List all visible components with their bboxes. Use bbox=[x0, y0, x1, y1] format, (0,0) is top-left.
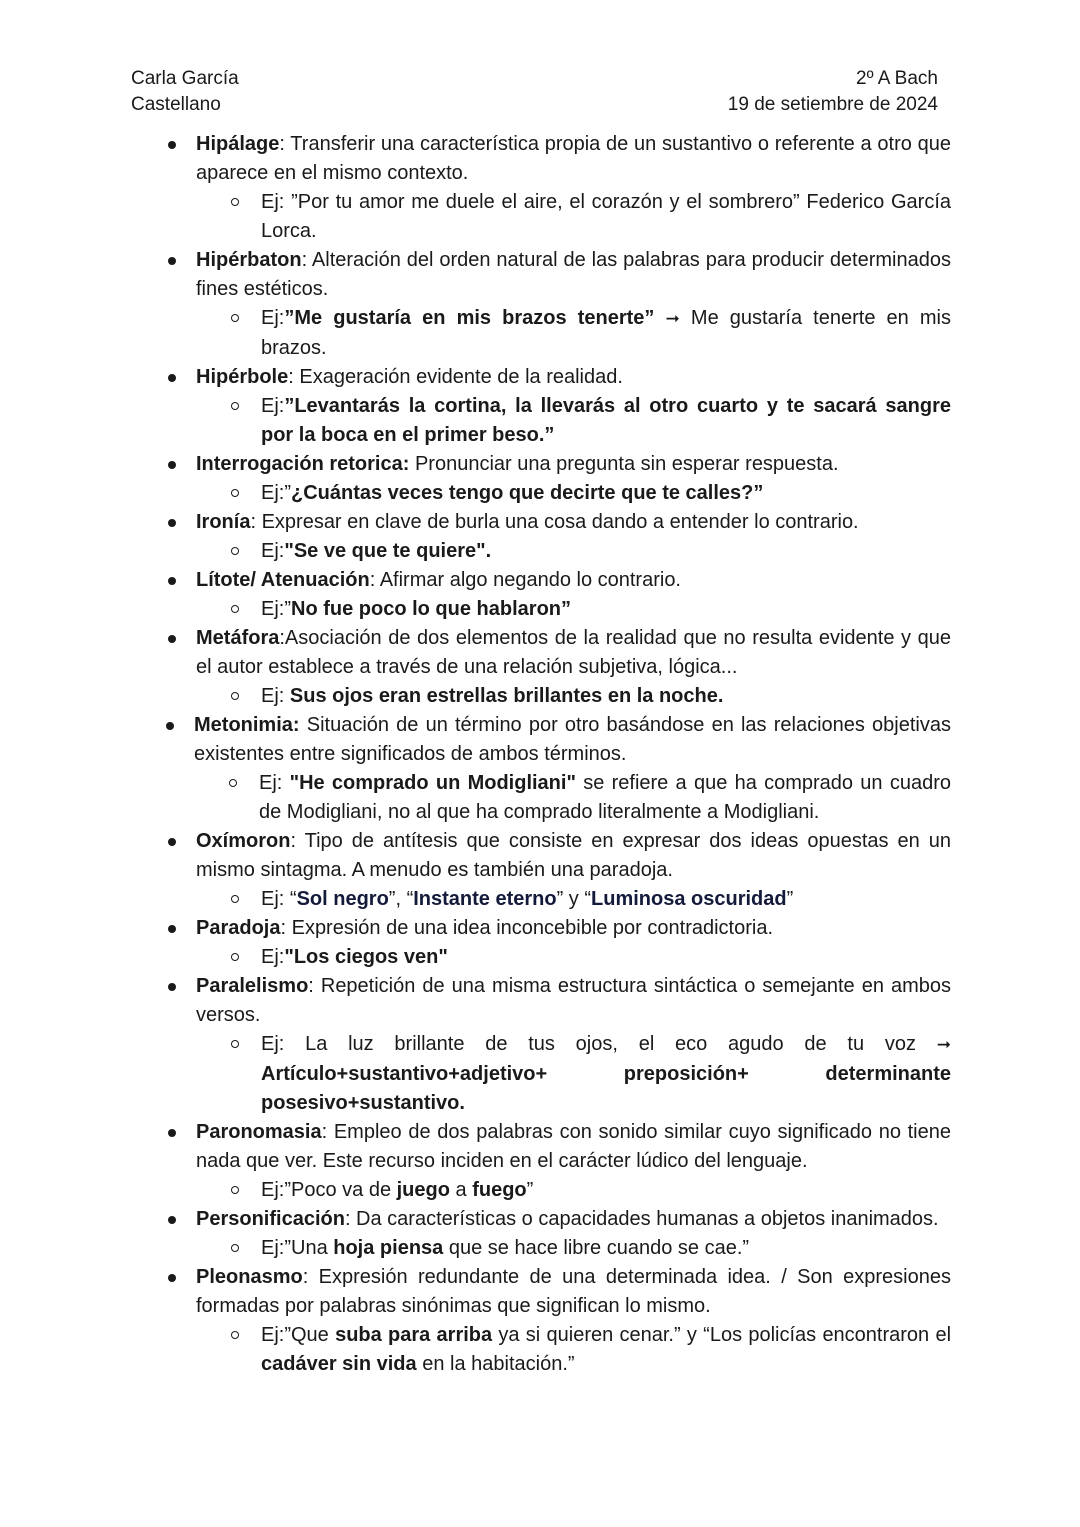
example-bold-1: Sol negro bbox=[296, 888, 389, 910]
definition: : Expresión de una idea inconcebible por contradictoria. bbox=[280, 917, 774, 939]
page-header bbox=[131, 66, 938, 118]
example-oximoron bbox=[165, 885, 951, 914]
example-sep-3: ” bbox=[786, 888, 794, 910]
example-pleonasmo bbox=[165, 1321, 951, 1379]
definition: : Expresar en clave de burla una cosa dando a entender lo contrario. bbox=[250, 511, 859, 533]
circle-bullet-icon bbox=[230, 392, 244, 421]
example-bold: Artículo+sustantivo+adjetivo+ preposición+ determinante posesivo+sustantivo. bbox=[261, 1063, 951, 1114]
author-name: Carla García bbox=[131, 68, 239, 89]
term: Hipálage bbox=[196, 133, 280, 155]
term: Ironía bbox=[196, 511, 251, 533]
entry-metafora bbox=[165, 624, 951, 682]
example-prefix: Ej:” bbox=[261, 482, 291, 504]
entry-ironia bbox=[165, 508, 951, 537]
example-prefix: Ej: bbox=[259, 772, 290, 794]
entry-pleonasmo bbox=[165, 1263, 951, 1321]
example-hiperbaton bbox=[165, 304, 951, 363]
circle-bullet-icon bbox=[230, 595, 244, 624]
example-sep-1: ”, “ bbox=[388, 888, 414, 910]
term: Metáfora bbox=[196, 627, 280, 649]
definition: : Expresión redundante de una determinada idea. / Son expresiones formadas por palabras sinónimas que significan lo mismo. bbox=[196, 1266, 951, 1317]
circle-bullet-icon bbox=[230, 1030, 244, 1059]
term: Personificación bbox=[196, 1208, 345, 1230]
example-interrogacion bbox=[165, 479, 951, 508]
example-bold: ¿Cuántas veces tengo que decirte que te calles?” bbox=[291, 482, 764, 504]
example-bold: "He comprado un Modigliani" bbox=[289, 772, 576, 794]
example-bold-3: Luminosa oscuridad bbox=[591, 888, 787, 910]
entry-hiperbaton bbox=[165, 246, 951, 304]
term: Paronomasia bbox=[196, 1121, 322, 1143]
example-sep-2: en la habitación.” bbox=[416, 1353, 575, 1375]
circle-bullet-icon bbox=[230, 682, 244, 711]
term: Hipérbaton bbox=[196, 249, 302, 271]
example-paralelismo bbox=[165, 1030, 951, 1118]
circle-bullet-icon bbox=[230, 1176, 244, 1205]
example-prefix: Ej: bbox=[261, 946, 285, 968]
subject-label: Castellano bbox=[131, 94, 221, 115]
example-prefix: Ej: bbox=[261, 395, 285, 417]
term: Oxímoron bbox=[196, 830, 291, 852]
term: Paradoja bbox=[196, 917, 281, 939]
entry-interrogacion bbox=[165, 450, 951, 479]
example-bold: Sus ojos eran estrellas brillantes en la noche. bbox=[289, 685, 724, 707]
example-bold: No fue poco lo que hablaron” bbox=[291, 598, 571, 620]
entry-paradoja bbox=[165, 914, 951, 943]
example-rest: se refiere a que ha comprado un cuadro de Modigliani, no al que ha comprado literalmente a Modigliani. bbox=[259, 772, 951, 823]
definition: : Repetición de una misma estructura sintáctica o semejante en ambos versos. bbox=[196, 975, 951, 1026]
definition: Situación de un término por otro basándose en las relaciones objetivas existentes entre significados de ambos términos. bbox=[194, 714, 951, 765]
definition: : Exageración evidente de la realidad. bbox=[288, 366, 623, 388]
example-bold-1: juego bbox=[396, 1179, 450, 1201]
date-label: 19 de setiembre de 2024 bbox=[727, 94, 938, 115]
term: Pleonasmo bbox=[196, 1266, 303, 1288]
example-text: Ej: ”Por tu amor me duele el aire, el corazón y el sombrero” Federico García Lorca. bbox=[261, 191, 951, 242]
example-personificacion bbox=[165, 1234, 951, 1263]
example-bold: "Los ciegos ven" bbox=[284, 946, 448, 968]
example-prefix: Ej: “ bbox=[261, 888, 297, 910]
definition: : Da características o capacidades humanas a objetos inanimados. bbox=[344, 1208, 939, 1230]
term: Lítote/ Atenuación bbox=[196, 569, 370, 591]
example-prefix: Ej:”Poco va de bbox=[261, 1179, 397, 1201]
entry-paralelismo bbox=[165, 972, 951, 1030]
example-sep-1: ya si quieren cenar.” y “Los policías encontraron el bbox=[492, 1324, 952, 1346]
example-bold: ”Levantarás la cortina, la llevarás al otro cuarto y te sacará sangre por la boca en el primer beso.” bbox=[261, 395, 951, 446]
definition: : Empleo de dos palabras con sonido similar cuyo significado no tiene nada que ver. Este recurso inciden en el carácter lúdico del lenguaje. bbox=[196, 1121, 951, 1172]
example-bold-1: suba para arriba bbox=[335, 1324, 493, 1346]
term: Metonimia: bbox=[194, 714, 300, 736]
example-prefix: Ej: bbox=[261, 540, 285, 562]
entry-litote bbox=[165, 566, 951, 595]
header-row-bottom bbox=[131, 92, 938, 118]
example-bold-2: Instante eterno bbox=[413, 888, 557, 910]
example-prefix: Ej: bbox=[261, 307, 285, 329]
example-sep-2: ” bbox=[526, 1179, 534, 1201]
entry-oximoron bbox=[165, 827, 951, 885]
circle-bullet-icon bbox=[230, 1321, 244, 1350]
term: Paralelismo bbox=[196, 975, 309, 997]
example-bold: hoja piensa bbox=[333, 1237, 444, 1259]
example-prefix: Ej:” bbox=[261, 598, 291, 620]
definition: : Alteración del orden natural de las palabras para producir determinados fines estéticos. bbox=[196, 249, 951, 300]
arrow-right-icon: ➞ bbox=[936, 1035, 951, 1055]
arrow-right-icon: ➞ bbox=[665, 309, 680, 329]
example-hipalage bbox=[165, 188, 951, 246]
entry-metonimia bbox=[163, 711, 951, 769]
figures-list bbox=[165, 130, 951, 1379]
example-prefix: Ej:”Una bbox=[261, 1237, 334, 1259]
entry-hiperbole bbox=[165, 363, 951, 392]
definition: Pronunciar una pregunta sin esperar respuesta. bbox=[409, 453, 839, 475]
example-paradoja bbox=[165, 943, 951, 972]
example-metonimia bbox=[163, 769, 951, 827]
circle-bullet-icon bbox=[230, 537, 244, 566]
example-ironia bbox=[165, 537, 951, 566]
circle-bullet-icon bbox=[228, 769, 242, 798]
example-bold: ”Me gustaría en mis brazos tenerte” bbox=[284, 307, 655, 329]
entry-paronomasia bbox=[165, 1118, 951, 1176]
example-text: Ej: La luz brillante de tus ojos, el eco agudo de tu voz bbox=[261, 1033, 916, 1055]
example-prefix: Ej: bbox=[261, 685, 290, 707]
example-sep-2: ” y “ bbox=[556, 888, 592, 910]
definition: : Tipo de antítesis que consiste en expresar dos ideas opuestas en un mismo sintagma. A menudo es también una paradoja. bbox=[196, 830, 951, 881]
example-prefix: Ej:”Que bbox=[261, 1324, 336, 1346]
term: Hipérbole bbox=[196, 366, 289, 388]
definition: : Transferir una característica propia de un sustantivo o referente a otro que aparece en el mismo contexto. bbox=[196, 133, 951, 184]
circle-bullet-icon bbox=[230, 1234, 244, 1263]
definition: :Asociación de dos elementos de la realidad que no resulta evidente y que el autor establece a través de una relación subjetiva, lógica... bbox=[196, 627, 951, 678]
circle-bullet-icon bbox=[230, 304, 244, 333]
entry-hipalage bbox=[165, 130, 951, 188]
example-litote bbox=[165, 595, 951, 624]
example-bold-2: fuego bbox=[472, 1179, 527, 1201]
example-rest: Me gustaría tenerte en mis brazos. bbox=[261, 307, 952, 359]
circle-bullet-icon bbox=[230, 188, 244, 217]
example-bold-2: cadáver sin vida bbox=[261, 1353, 417, 1375]
circle-bullet-icon bbox=[230, 943, 244, 972]
course-label: 2º A Bach bbox=[856, 68, 938, 89]
example-bold: "Se ve que te quiere". bbox=[284, 540, 492, 562]
example-hiperbole bbox=[165, 392, 951, 450]
circle-bullet-icon bbox=[230, 885, 244, 914]
header-row-top bbox=[131, 66, 938, 92]
example-metafora bbox=[165, 682, 951, 711]
circle-bullet-icon bbox=[230, 479, 244, 508]
example-rest: que se hace libre cuando se cae.” bbox=[443, 1237, 750, 1259]
term: Interrogación retorica: bbox=[196, 453, 410, 475]
example-paronomasia bbox=[165, 1176, 951, 1205]
entry-personificacion bbox=[165, 1205, 951, 1234]
definition: : Afirmar algo negando lo contrario. bbox=[369, 569, 681, 591]
example-sep-1: a bbox=[449, 1179, 473, 1201]
